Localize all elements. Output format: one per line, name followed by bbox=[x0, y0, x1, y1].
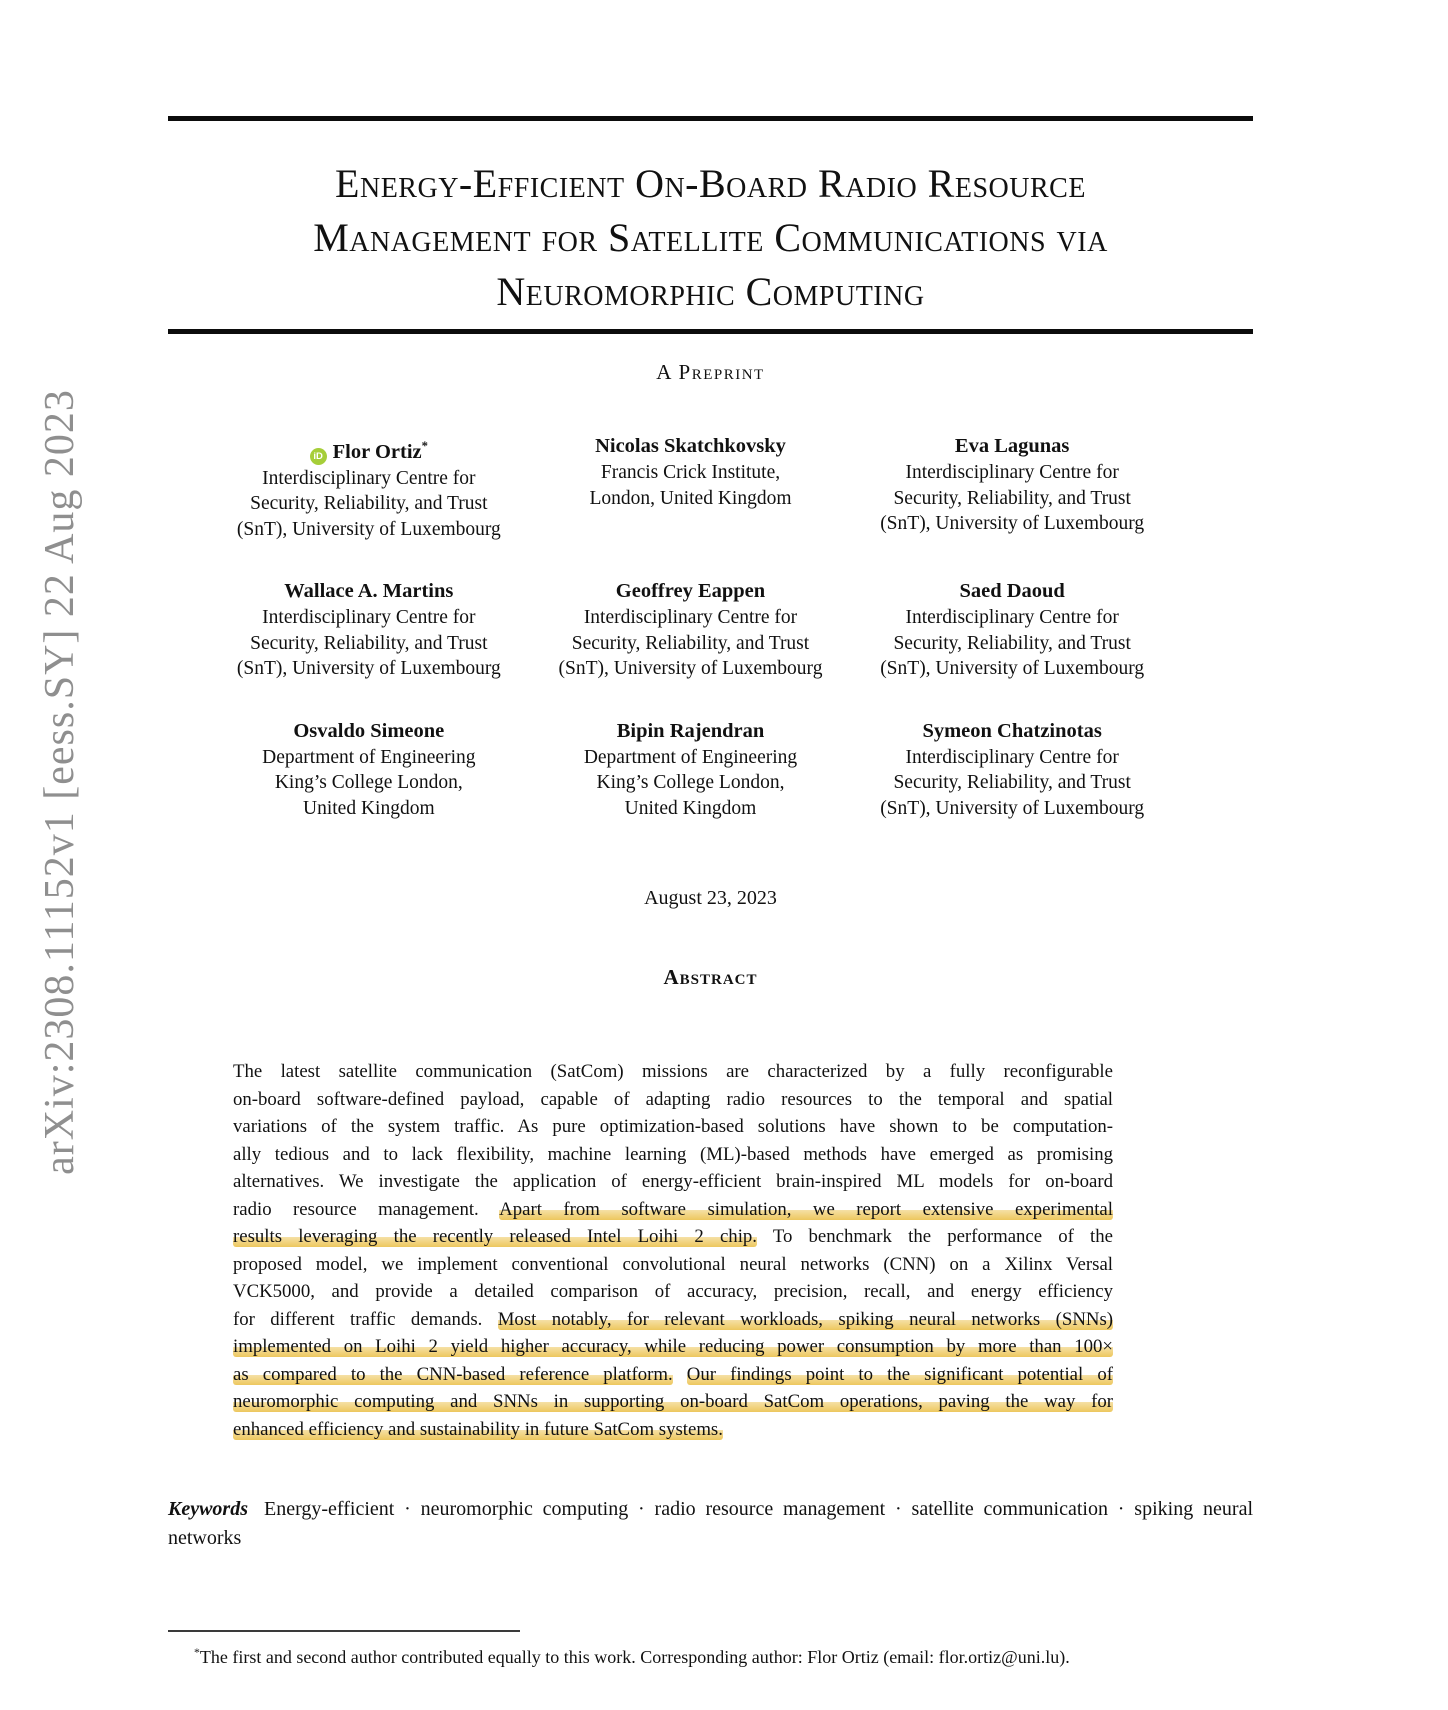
abstract-text-segment: radio resource management. bbox=[233, 1198, 500, 1220]
abstract-line bbox=[233, 1168, 1113, 1196]
author-name: iD Flor Ortiz* bbox=[208, 433, 530, 465]
author-affiliation-line: Department of Engineering bbox=[583, 746, 798, 768]
author-affiliation-line: London, United Kingdom bbox=[589, 487, 792, 509]
abstract-line bbox=[233, 1113, 1113, 1141]
title-rule-bottom bbox=[168, 329, 1253, 334]
author-affiliation-line: Interdisciplinary Centre for bbox=[262, 467, 476, 489]
author-card bbox=[851, 578, 1173, 682]
abstract-line bbox=[233, 1388, 1113, 1416]
author-affiliation-line: (SnT), University of Luxembourg bbox=[880, 797, 1145, 819]
author-card bbox=[530, 578, 852, 682]
author-affiliation-line: King’s College London, bbox=[596, 772, 785, 794]
author-card bbox=[208, 578, 530, 682]
author-affiliation-line: Department of Engineering bbox=[262, 746, 476, 768]
footnote-block bbox=[168, 1630, 1258, 1669]
abstract-line bbox=[233, 1278, 1113, 1306]
abstract-line bbox=[233, 1306, 1113, 1334]
author-name: Wallace A. Martins bbox=[284, 580, 454, 603]
author-affiliation-line: Interdisciplinary Centre for bbox=[905, 746, 1119, 768]
author-name: Eva Lagunas bbox=[954, 435, 1070, 457]
author-affiliation-line: Security, Reliability, and Trust bbox=[893, 632, 1131, 654]
author-affiliation-line: Interdisciplinary Centre for bbox=[905, 462, 1119, 483]
author-affiliation-line: (SnT), University of Luxembourg bbox=[880, 658, 1145, 680]
footnote-marker: * bbox=[194, 1646, 200, 1659]
author-affiliation-line: Interdisciplinary Centre for bbox=[905, 607, 1119, 629]
abstract-line bbox=[233, 1223, 1113, 1251]
abstract-highlighted-segment: results leveraging the recently released Intel Loihi 2 chip. bbox=[233, 1226, 757, 1248]
arxiv-watermark: arXiv:2308.11152v1 [eess.SY] 22 Aug 2023 bbox=[37, 389, 83, 1175]
author-affiliation-line: Security, Reliability, and Trust bbox=[571, 632, 810, 654]
keywords-label: Keywords bbox=[168, 1498, 248, 1521]
preprint-label: A Preprint bbox=[656, 360, 765, 384]
abstract-highlighted-segment: enhanced efficiency and sustainability in future SatCom systems. bbox=[233, 1418, 723, 1440]
author-card bbox=[851, 433, 1173, 542]
abstract-line bbox=[233, 1086, 1113, 1114]
author-name: Osvaldo Simeone bbox=[293, 719, 445, 742]
abstract-text-segment: alternatives. We investigate the application of energy-efficient brain-inspired ML models for on-board bbox=[233, 1171, 1113, 1193]
author-name: Bipin Rajendran bbox=[616, 719, 765, 742]
author-card bbox=[851, 718, 1173, 822]
author-card bbox=[208, 718, 530, 822]
author-affiliation-line: United Kingdom bbox=[303, 797, 435, 819]
abstract-highlighted-segment: neuromorphic computing and SNNs in supporting on-board SatCom operations, paving the way for bbox=[233, 1391, 1113, 1413]
author-affiliation-line: Security, Reliability, and Trust bbox=[250, 632, 488, 654]
author-affiliation-line: United Kingdom bbox=[624, 797, 757, 819]
author-card bbox=[208, 433, 530, 542]
abstract-text-segment bbox=[673, 1364, 687, 1385]
author-affiliation-line: Security, Reliability, and Trust bbox=[893, 487, 1131, 509]
abstract-highlighted-segment: Our findings point to the significant potential of bbox=[686, 1363, 1113, 1385]
abstract-text-segment: for different traffic demands. bbox=[233, 1308, 498, 1330]
abstract-text-segment: To benchmark the performance of the bbox=[757, 1226, 1113, 1248]
orcid-icon[interactable]: iD bbox=[310, 448, 327, 465]
author-name: Geoffrey Eappen bbox=[615, 580, 766, 603]
author-affiliation-line: (SnT), University of Luxembourg bbox=[236, 518, 501, 540]
title-rule-top bbox=[168, 116, 1253, 121]
author-name: Saed Daoud bbox=[959, 580, 1065, 603]
keywords-text: Energy-efficient · neuromorphic computing · radio resource management · satellite communication · spiking neural networks bbox=[168, 1498, 1253, 1550]
abstract-highlighted-segment: as compared to the CNN-based reference platform. bbox=[233, 1363, 673, 1385]
abstract-highlighted-segment: implemented on Loihi 2 yield higher accuracy, while reducing power consumption by more than 100× bbox=[233, 1336, 1113, 1358]
authors-grid bbox=[168, 433, 1253, 821]
abstract-highlighted-segment: Most notably, for relevant workloads, spiking neural networks (SNNs) bbox=[497, 1308, 1114, 1330]
author-affiliation-line: Security, Reliability, and Trust bbox=[250, 493, 488, 515]
paper-content bbox=[168, 0, 1253, 1553]
abstract-line bbox=[233, 1251, 1113, 1279]
author-affiliation-line: Security, Reliability, and Trust bbox=[893, 772, 1131, 794]
author-affiliation-line: (SnT), University of Luxembourg bbox=[880, 513, 1145, 534]
title-line: Neuromorphic Computing bbox=[496, 269, 925, 314]
abstract-line bbox=[233, 1141, 1113, 1169]
keywords-block bbox=[168, 1495, 1253, 1553]
paper-date: August 23, 2023 bbox=[644, 887, 777, 910]
abstract-text-segment: The latest satellite communication (SatCom) missions are characterized by a fully reconfigurable bbox=[233, 1061, 1113, 1083]
abstract-text-segment: variations of the system traffic. As pure optimization-based solutions have shown to be computation- bbox=[233, 1116, 1113, 1138]
author-affiliation-line: Interdisciplinary Centre for bbox=[583, 607, 798, 629]
author-affiliation-line: (SnT), University of Luxembourg bbox=[236, 658, 501, 680]
author-affiliation-line: (SnT), University of Luxembourg bbox=[558, 658, 823, 680]
author-affiliation-line: King’s College London, bbox=[274, 772, 463, 794]
abstract-text-segment: ally tedious and to lack flexibility, machine learning (ML)-based methods have emerged as promising bbox=[233, 1143, 1113, 1165]
abstract-heading: Abstract bbox=[663, 965, 758, 990]
abstract-line bbox=[233, 1058, 1113, 1086]
author-name: Nicolas Skatchkovsky bbox=[595, 435, 786, 457]
abstract-line bbox=[233, 1416, 1113, 1444]
author-card bbox=[530, 718, 852, 822]
title-line: Management for Satellite Communications via bbox=[313, 215, 1108, 260]
abstract-line bbox=[233, 1196, 1113, 1224]
author-note-marker: * bbox=[421, 439, 428, 453]
abstract-line bbox=[233, 1361, 1113, 1389]
abstract-highlighted-segment: Apart from software simulation, we report extensive experimental bbox=[499, 1198, 1113, 1220]
footnote-text: *The first and second author contributed equally to this work. Corresponding author: Flor Ortiz (email: flor.ortiz@uni.lu). bbox=[194, 1646, 1070, 1667]
abstract-text-segment: proposed model, we implement conventional convolutional neural networks (CNN) on a Xilinx Versal bbox=[233, 1253, 1113, 1275]
author-affiliation-line: Interdisciplinary Centre for bbox=[262, 607, 476, 629]
title-line: Energy-Efficient On-Board Radio Resource bbox=[335, 161, 1086, 206]
paper-title bbox=[168, 157, 1253, 319]
footnote-rule bbox=[168, 1630, 520, 1632]
abstract-body bbox=[233, 1058, 1113, 1443]
author-affiliation-line: Francis Crick Institute, bbox=[600, 462, 781, 483]
author-name: Symeon Chatzinotas bbox=[922, 719, 1102, 742]
abstract-line bbox=[233, 1333, 1113, 1361]
abstract-text-segment: VCK5000, and provide a detailed comparison of accuracy, precision, recall, and energy efficiency bbox=[233, 1281, 1113, 1303]
author-card bbox=[530, 433, 852, 542]
abstract-text-segment: on-board software-defined payload, capable of adapting radio resources to the temporal and spatial bbox=[233, 1088, 1113, 1110]
